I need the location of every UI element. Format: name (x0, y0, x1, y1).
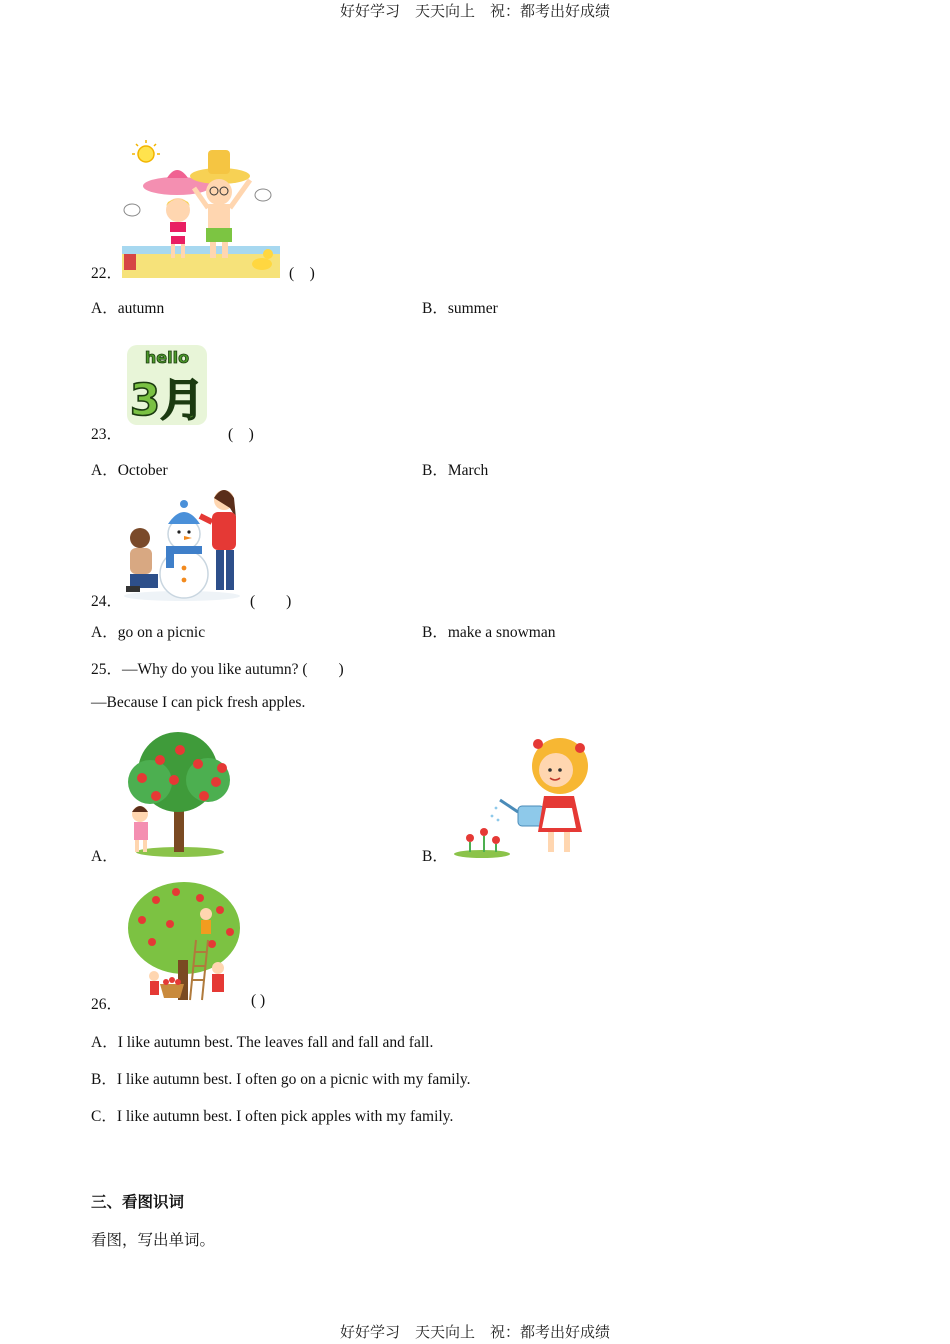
question-23-answer-blank[interactable]: ( ) (228, 426, 254, 443)
girl-apple-tree-image[interactable] (120, 730, 240, 858)
hello-march-calendar-image (125, 343, 209, 427)
question-25-prompt (91, 657, 344, 679)
option-label: B． (91, 1071, 117, 1088)
question-24-number: 24． (91, 593, 123, 610)
question-25-number: 25． (91, 661, 123, 678)
question-22-option-b[interactable] (422, 296, 498, 318)
option-label: A． (91, 624, 118, 641)
option-label: C． (91, 1108, 117, 1125)
question-25-option-a-label[interactable]: A． (91, 848, 118, 865)
option-text: I like autumn best. I often go on a picnic with my family. (116, 1071, 471, 1088)
section-3-title: 三、看图识词 (91, 1193, 185, 1211)
kids-building-snowman-image (122, 486, 244, 602)
question-22-answer-blank[interactable]: ( ) (289, 265, 315, 282)
question-26-option-b[interactable] (91, 1067, 471, 1089)
option-text: I like autumn best. The leaves fall and fall and fall. (117, 1034, 434, 1051)
option-text: I like autumn best. I often pick apples with my family. (116, 1108, 454, 1125)
image-text-hello: hello (144, 348, 190, 367)
question-25-text: —Why do you like autumn? ( ) (122, 661, 344, 678)
family-picking-apples-image (126, 880, 244, 1004)
option-label: A． (91, 462, 118, 479)
question-26-answer-blank[interactable]: ( ) (251, 992, 266, 1009)
page-footer: 好好学习 天天向上 祝：都考出好成绩 (339, 1323, 610, 1341)
question-23-option-a[interactable] (91, 458, 168, 480)
question-26-number: 26． (91, 996, 123, 1013)
option-text: autumn (117, 300, 165, 317)
question-24-option-b[interactable] (422, 620, 555, 642)
question-23-number: 23． (91, 426, 123, 443)
question-22-option-a[interactable] (91, 296, 164, 318)
option-text: make a snowman (447, 624, 556, 641)
option-text: go on a picnic (117, 624, 206, 641)
question-23-option-b[interactable] (422, 458, 488, 480)
section-3-instruction: 看图，写出单词。 (91, 1231, 216, 1249)
question-26-option-a[interactable] (91, 1030, 433, 1052)
question-22-number: 22． (91, 265, 123, 282)
option-text: summer (447, 300, 498, 317)
question-24-answer-blank[interactable]: ( ) (250, 593, 292, 610)
option-label: B． (422, 300, 448, 317)
option-text: March (447, 462, 489, 479)
question-24-option-a[interactable] (91, 620, 205, 642)
question-25-option-b-label[interactable]: B． (422, 848, 448, 865)
option-label: B． (422, 624, 448, 641)
summer-beach-kids-image (122, 140, 280, 278)
question-26-option-c[interactable] (91, 1104, 453, 1126)
image-text-march: 3月 (129, 375, 205, 426)
page-header: 好好学习 天天向上 祝：都考出好成绩 (339, 2, 610, 20)
option-label: A． (91, 1034, 118, 1051)
question-25-answer-line: —Because I can pick fresh apples. (91, 694, 306, 711)
option-label: A． (91, 300, 118, 317)
girl-watering-flowers-image[interactable] (452, 728, 594, 858)
option-text: October (117, 462, 168, 479)
option-label: B． (422, 462, 448, 479)
